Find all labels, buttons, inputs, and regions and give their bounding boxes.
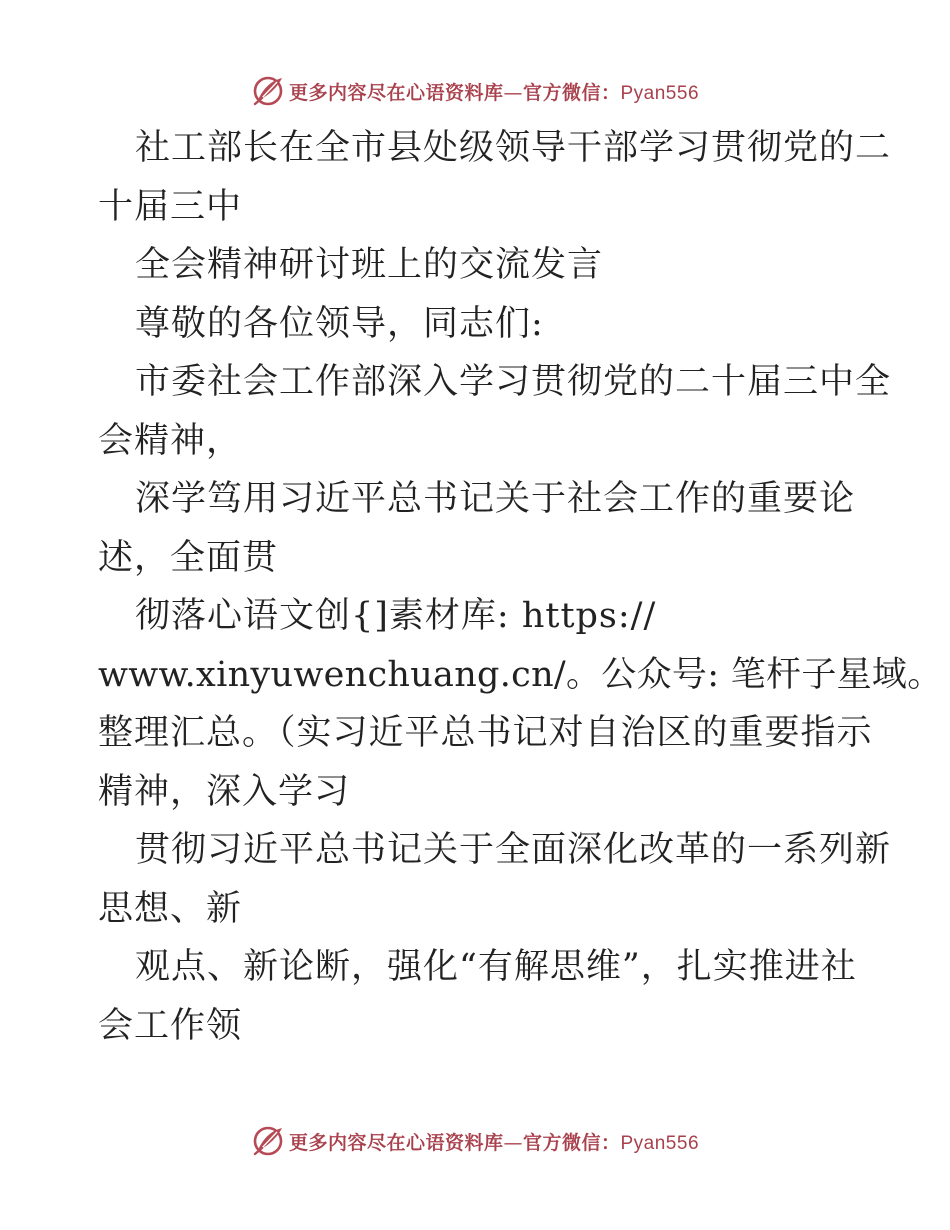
text-line: 会工作领 xyxy=(98,1005,243,1046)
header-wechat-label: 官方微信： xyxy=(522,81,621,104)
header-banner-text xyxy=(289,78,699,105)
text-line: 会精神， xyxy=(98,420,243,461)
footer-banner-text xyxy=(289,1128,699,1155)
quill-pen-logo-icon xyxy=(251,74,285,108)
footer-dash: — xyxy=(503,1131,523,1154)
text-line: 整理汇总。（实习近平总书记对自治区的重要指示 xyxy=(98,713,873,753)
quill-pen-logo-icon xyxy=(251,1124,285,1158)
text-line: 彻落心语文创{]素材库: https:// xyxy=(135,596,657,636)
header-banner xyxy=(0,69,950,113)
text-line: 社工部长在全市县处级领导干部学习贯彻党的二 xyxy=(135,128,892,168)
header-wechat-id: Pyan556 xyxy=(620,82,700,104)
text-line: 观点、新论断，强化“有解思维”，扎实推进社 xyxy=(135,947,857,987)
text-line: 述，全面贯 xyxy=(98,537,279,578)
text-line: 市委社会工作部深入学习贯彻党的二十届三中全 xyxy=(135,362,892,402)
header-brand: 更多内容尽在心语资料库 xyxy=(288,81,504,104)
text-line: 尊敬的各位领导，同志们: xyxy=(135,303,544,344)
document-body xyxy=(98,119,943,1055)
footer-banner xyxy=(0,1119,950,1163)
footer-wechat-label: 官方微信： xyxy=(522,1131,621,1154)
text-line: 十届三中 xyxy=(98,186,243,227)
text-line: 思想、新 xyxy=(98,888,243,929)
text-line: www.xinyuwenchuang.cn/。公众号: 笔杆子星域。 xyxy=(98,654,943,695)
text-line: 全会精神研讨班上的交流发言 xyxy=(135,245,604,285)
text-line: 精神，深入学习 xyxy=(98,771,351,812)
header-dash: — xyxy=(503,81,523,104)
text-line: 深学笃用习近平总书记关于社会工作的重要论 xyxy=(135,479,856,519)
footer-wechat-id: Pyan556 xyxy=(620,1132,700,1154)
text-line: 贯彻习近平总书记关于全面深化改革的一系列新 xyxy=(135,830,892,870)
footer-brand: 更多内容尽在心语资料库 xyxy=(288,1131,504,1154)
